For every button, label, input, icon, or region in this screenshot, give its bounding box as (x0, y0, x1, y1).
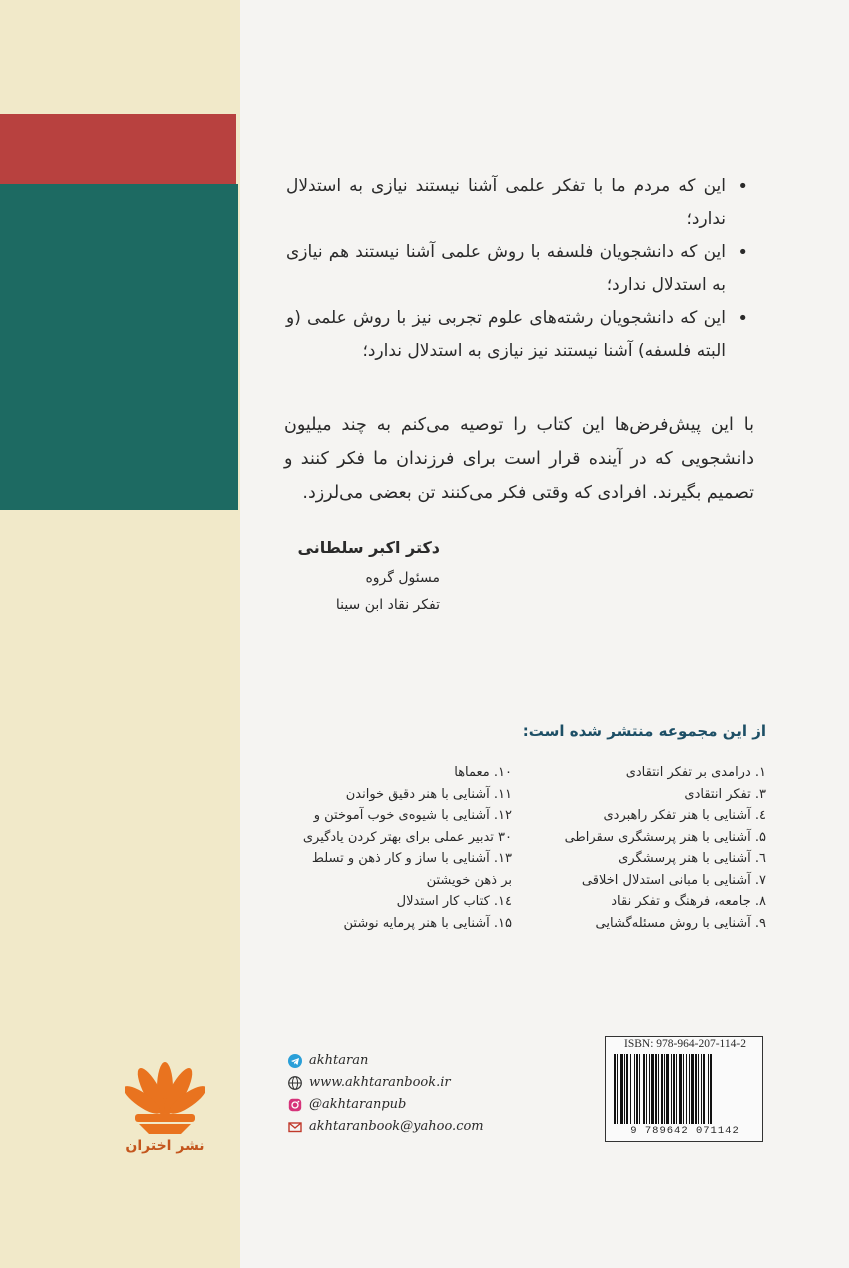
globe-icon (288, 1076, 302, 1090)
series-item: ۱. درامدی بر تفکر انتقادی (625, 765, 766, 780)
series-item: ۱۱. آشنایی با هنر دقیق خواندن (345, 786, 512, 802)
signature-group: تفکر نقاد ابن سینا (335, 597, 440, 613)
contact-list (288, 1050, 528, 1138)
series-list-right (540, 762, 766, 934)
contact-website[interactable] (288, 1072, 528, 1094)
mail-icon (288, 1120, 302, 1134)
signature-role: مسئول گروه (365, 570, 440, 586)
bullet-icon: • (737, 308, 748, 329)
isbn-barcode-box (605, 1036, 763, 1142)
bullet-icon: • (737, 176, 748, 197)
series-item: ۱۰. معماها (454, 765, 512, 780)
series-item: ۳. تفکر انتقادی (684, 786, 766, 802)
telegram-handle: akhtaran (309, 1053, 369, 1068)
bullet-list (286, 170, 748, 368)
barcode-icon (610, 1054, 760, 1126)
signature-name: دکتر اکبر سلطانی (297, 538, 440, 557)
email-address: akhtaranbook@yahoo.com (309, 1119, 484, 1134)
isbn-label: ISBN: 978-964-207-114-2 (624, 1038, 746, 1050)
contact-email[interactable] (288, 1116, 528, 1138)
series-item: ۸. جامعه، فرهنگ و تفکر نقاد (611, 894, 766, 909)
bullet-icon: • (737, 242, 748, 263)
bullet-item: • این که دانشجویان رشته‌های علوم تجربی نیز با روش علمی (و البته فلسفه) آشنا نیستند نیز نیازی به استدلال ندارد؛ (286, 302, 726, 368)
series-item: بر ذهن خویشتن (426, 872, 512, 888)
series-item: ۹. آشنایی با روش مسئله‌گشایی (595, 915, 766, 931)
red-band (0, 114, 236, 184)
bullet-item: • این که مردم ما با تفکر علمی آشنا نیستند نیازی به استدلال ندارد؛ (286, 170, 726, 236)
contact-telegram[interactable] (288, 1050, 528, 1072)
series-item: ۱۳. آشنایی با ساز و کار ذهن و تسلط (311, 851, 512, 866)
telegram-icon (288, 1054, 302, 1068)
series-title: از این مجموعه منتشر شده است: (522, 722, 766, 740)
contact-instagram[interactable] (288, 1094, 528, 1116)
series-item: ۱۵. آشنایی با هنر پرمایه نوشتن (343, 915, 512, 931)
publisher-name: نشر اختران (125, 1138, 205, 1154)
series-item: ۳۰ تدبیر عملی برای بهتر کردن یادگیری (302, 829, 512, 845)
series-list-left (290, 762, 512, 934)
instagram-icon (288, 1098, 302, 1112)
instagram-handle: @akhtaranpub (309, 1097, 407, 1112)
series-item: ۵. آشنایی با هنر پرسشگری سقراطی (564, 829, 766, 845)
bullet-item: • این که دانشجویان فلسفه با روش علمی آشنا نیستند هم نیازی به استدلال ندارد؛ (286, 236, 726, 302)
series-item: ١٤. کتاب کار استدلال (396, 894, 512, 909)
series-item: ٦. آشنایی با هنر پرسشگری (618, 851, 766, 866)
website-url: www.akhtaranbook.ir (309, 1075, 451, 1090)
series-item: ٤. آشنایی با هنر تفکر راهبردی (603, 808, 766, 823)
green-band (0, 184, 238, 510)
series-item: ۷. آشنایی با مبانی استدلال اخلاقی (581, 872, 766, 888)
series-item: ۱۲. آشنایی با شیوه‌ی خوب آموختن و (313, 808, 512, 823)
barcode-digits: 9 789642 071142 (630, 1125, 740, 1137)
recommendation-paragraph: با این پیش‌فرض‌ها این کتاب را توصیه می‌کنم به چند میلیون دانشجویی که در آینده قرار است برای فرزندان ما فکر کنند و تصمیم بگیرند. افرادی که وقتی فکر می‌کنند تن بعضی می‌لرزد. (284, 415, 754, 503)
